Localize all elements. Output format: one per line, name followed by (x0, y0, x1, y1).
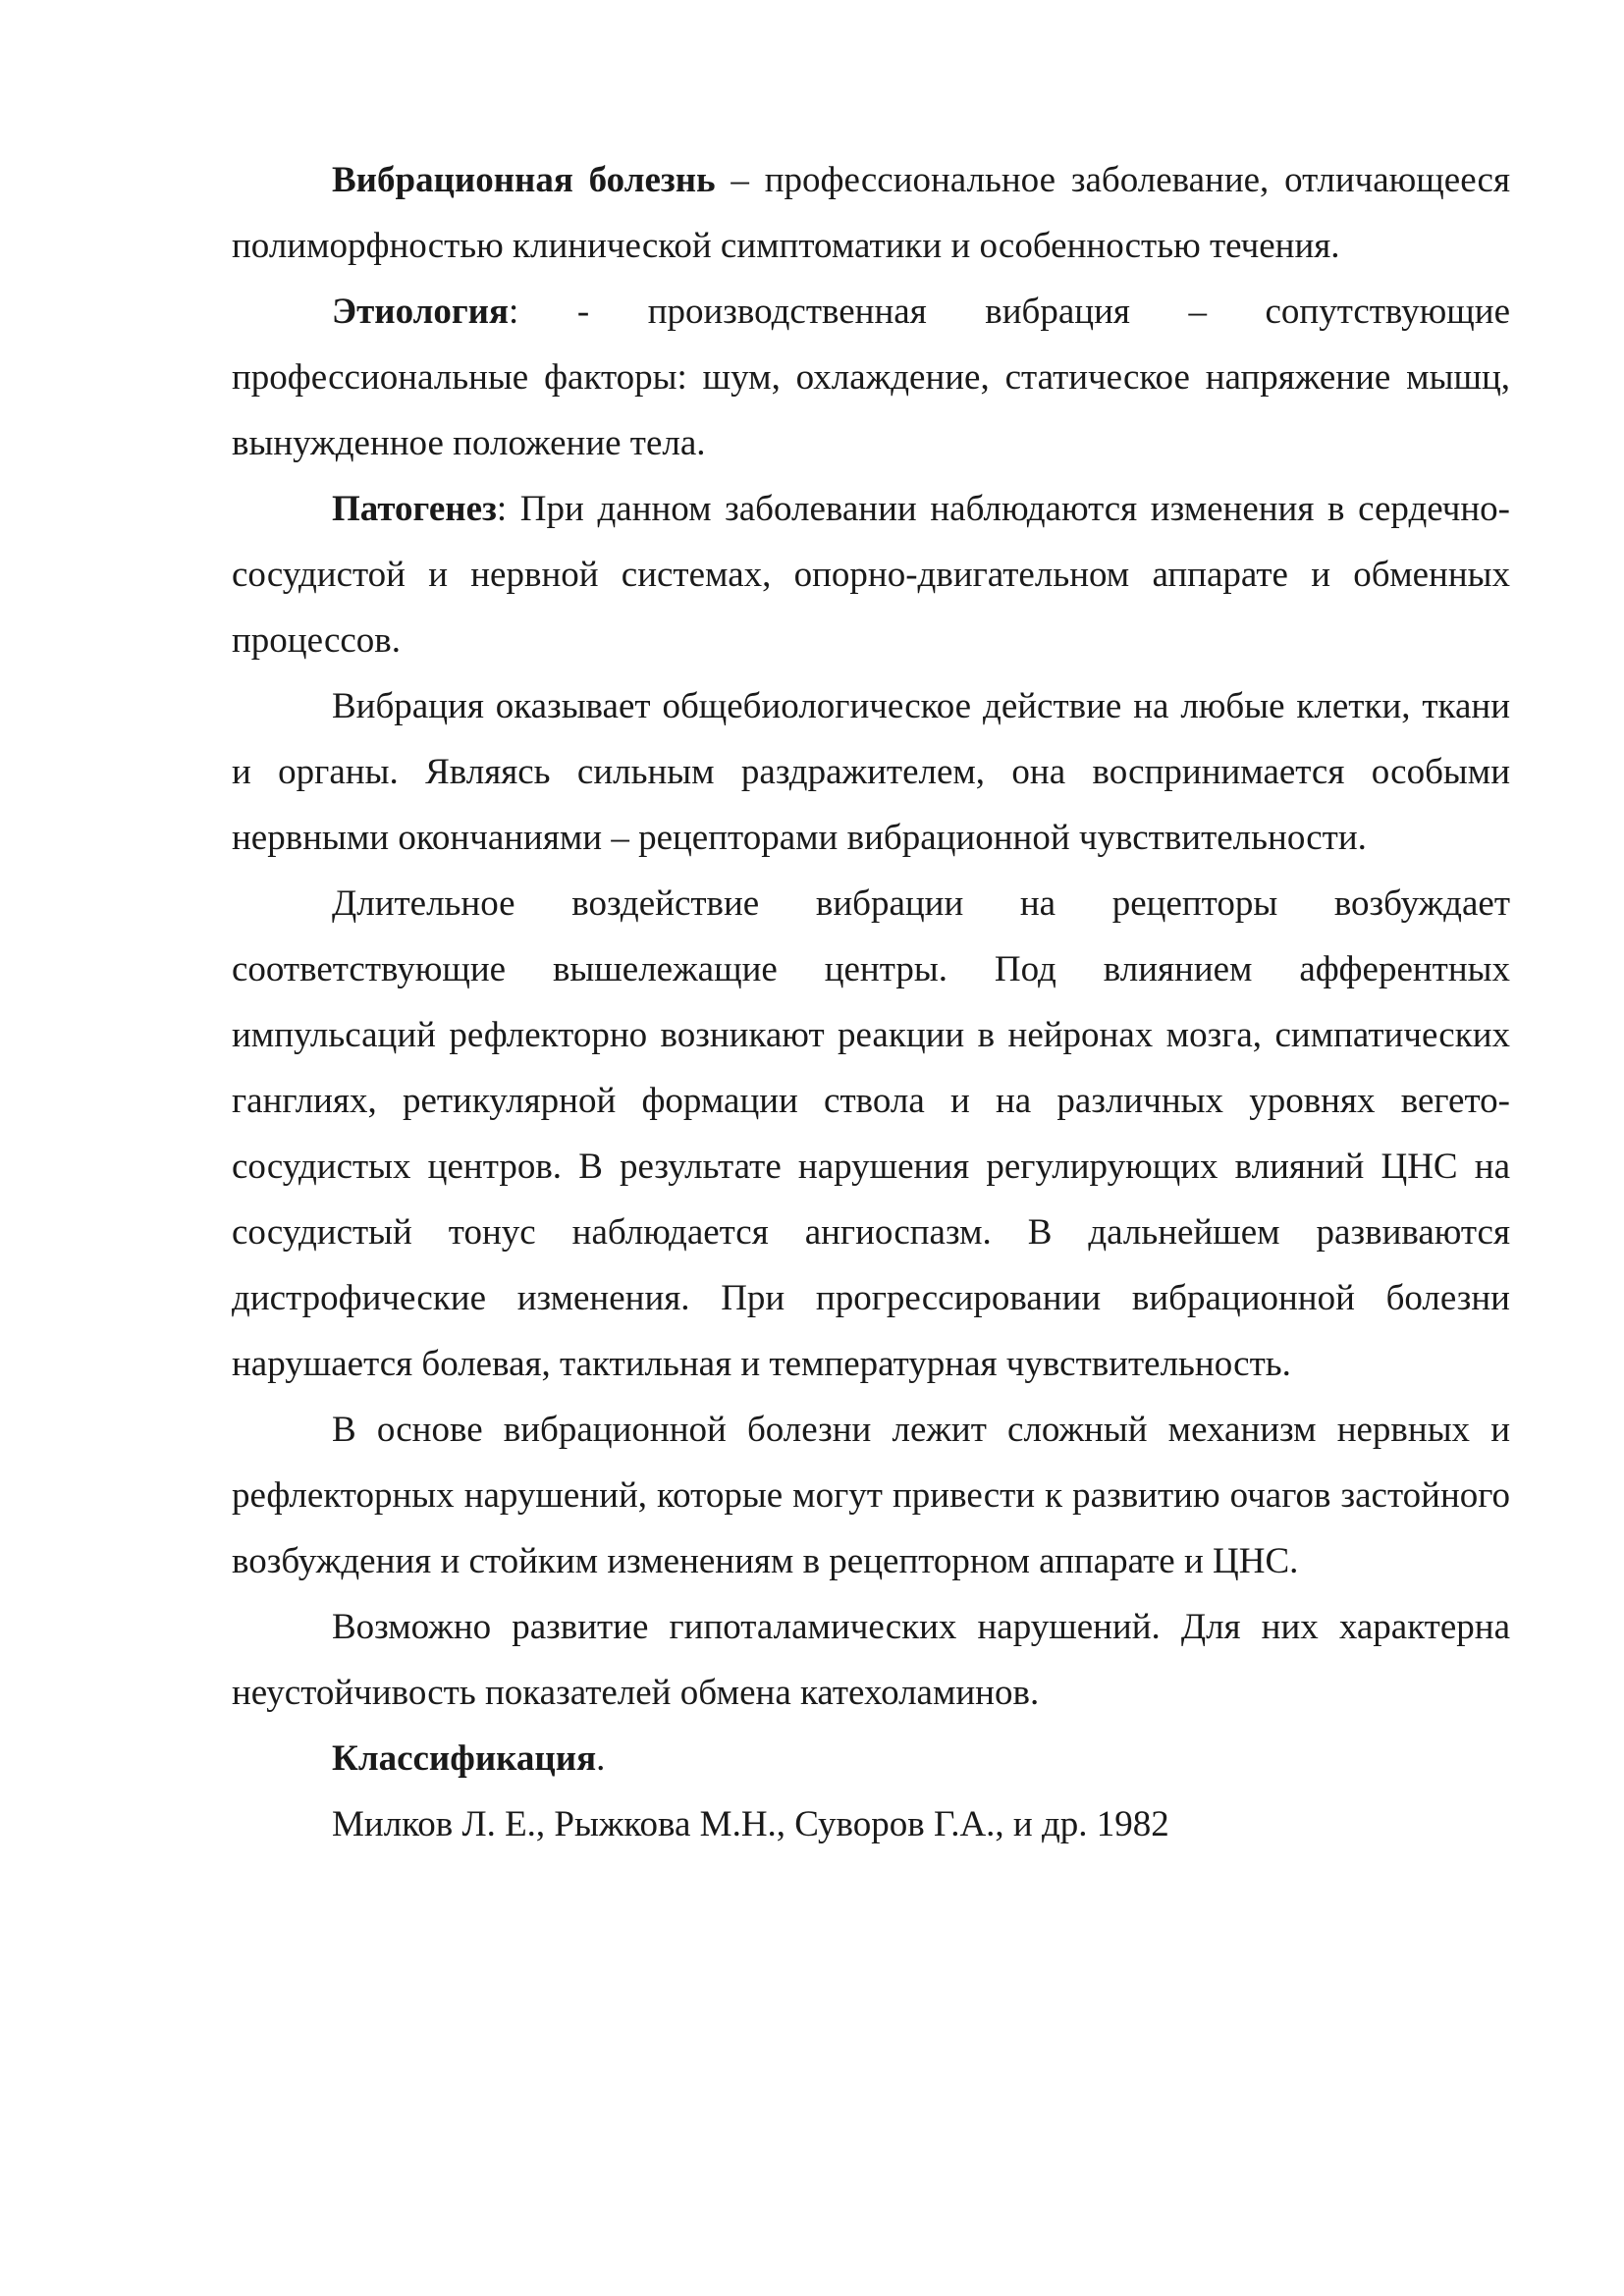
term-vibration-disease: Вибрационная болезнь (332, 160, 716, 200)
term-separator: : - (509, 292, 648, 332)
classification-heading: Классификация (332, 1738, 597, 1779)
document-page (232, 147, 1510, 1857)
paragraph-hypothalamic: Возможно развитие гипоталамических нарушений. Для них характерна неустойчивость показателей обмена катехоламинов. (232, 1607, 1510, 1713)
paragraph-long-exposure: Длительное воздействие вибрации на рецепторы возбуждает соответствующие вышележащие центры. Под влиянием афферентных импульсаций рефлекторно возникают реакции в нейронах мозга, симпатических ганглиях, ретикулярной формации ствола и на различных уровнях вегето-сосудистых центров. В результате нарушения регулирующих влияний ЦНС на сосудистый тонус наблюдается ангиоспазм. В дальнейшем развиваются дистрофические изменения. При прогрессировании вибрационной болезни нарушается болевая, тактильная и температурная чувствительность. (232, 883, 1510, 1384)
paragraph-mechanism: В основе вибрационной болезни лежит сложный механизм нервных и рефлекторных нарушений, которые могут привести к развитию очагов застойного возбуждения и стойким изменениям в рецепторном аппарате и ЦНС. (232, 1410, 1510, 1581)
paragraph-pathogenesis (232, 476, 1510, 673)
paragraph-text: профессиональное заболевание, отличающееся полиморфностью клинической симптоматики и особенностью течения. (232, 160, 1510, 266)
paragraph-etiology (232, 279, 1510, 476)
paragraph-text: производственная вибрация – сопутствующие профессиональные факторы: шум, охлаждение, статическое напряжение мышц, вынужденное положение тела. (232, 292, 1510, 463)
classification-reference: Милков Л. Е., Рыжкова М.Н., Суворов Г.А., и др. 1982 (332, 1804, 1169, 1844)
term-separator: – (715, 160, 765, 200)
term-etiology: Этиология (332, 292, 509, 332)
paragraph-text: При данном заболевании наблюдаются изменения в сердечно-сосудистой и нервной системах, опорно-двигательном аппарате и обменных процессов. (232, 489, 1510, 661)
paragraph-vibration-action: Вибрация оказывает общебиологическое действие на любые клетки, ткани и органы. Являясь сильным раздражителем, она воспринимается особыми нервными окончаниями – рецепторами вибрационной чувствительности. (232, 686, 1510, 858)
term-separator: : (496, 489, 520, 529)
classification-heading-suffix: . (596, 1738, 606, 1779)
classification-heading-line (232, 1726, 1510, 1791)
term-pathogenesis: Патогенез (332, 489, 497, 529)
paragraph-definition (232, 147, 1510, 279)
